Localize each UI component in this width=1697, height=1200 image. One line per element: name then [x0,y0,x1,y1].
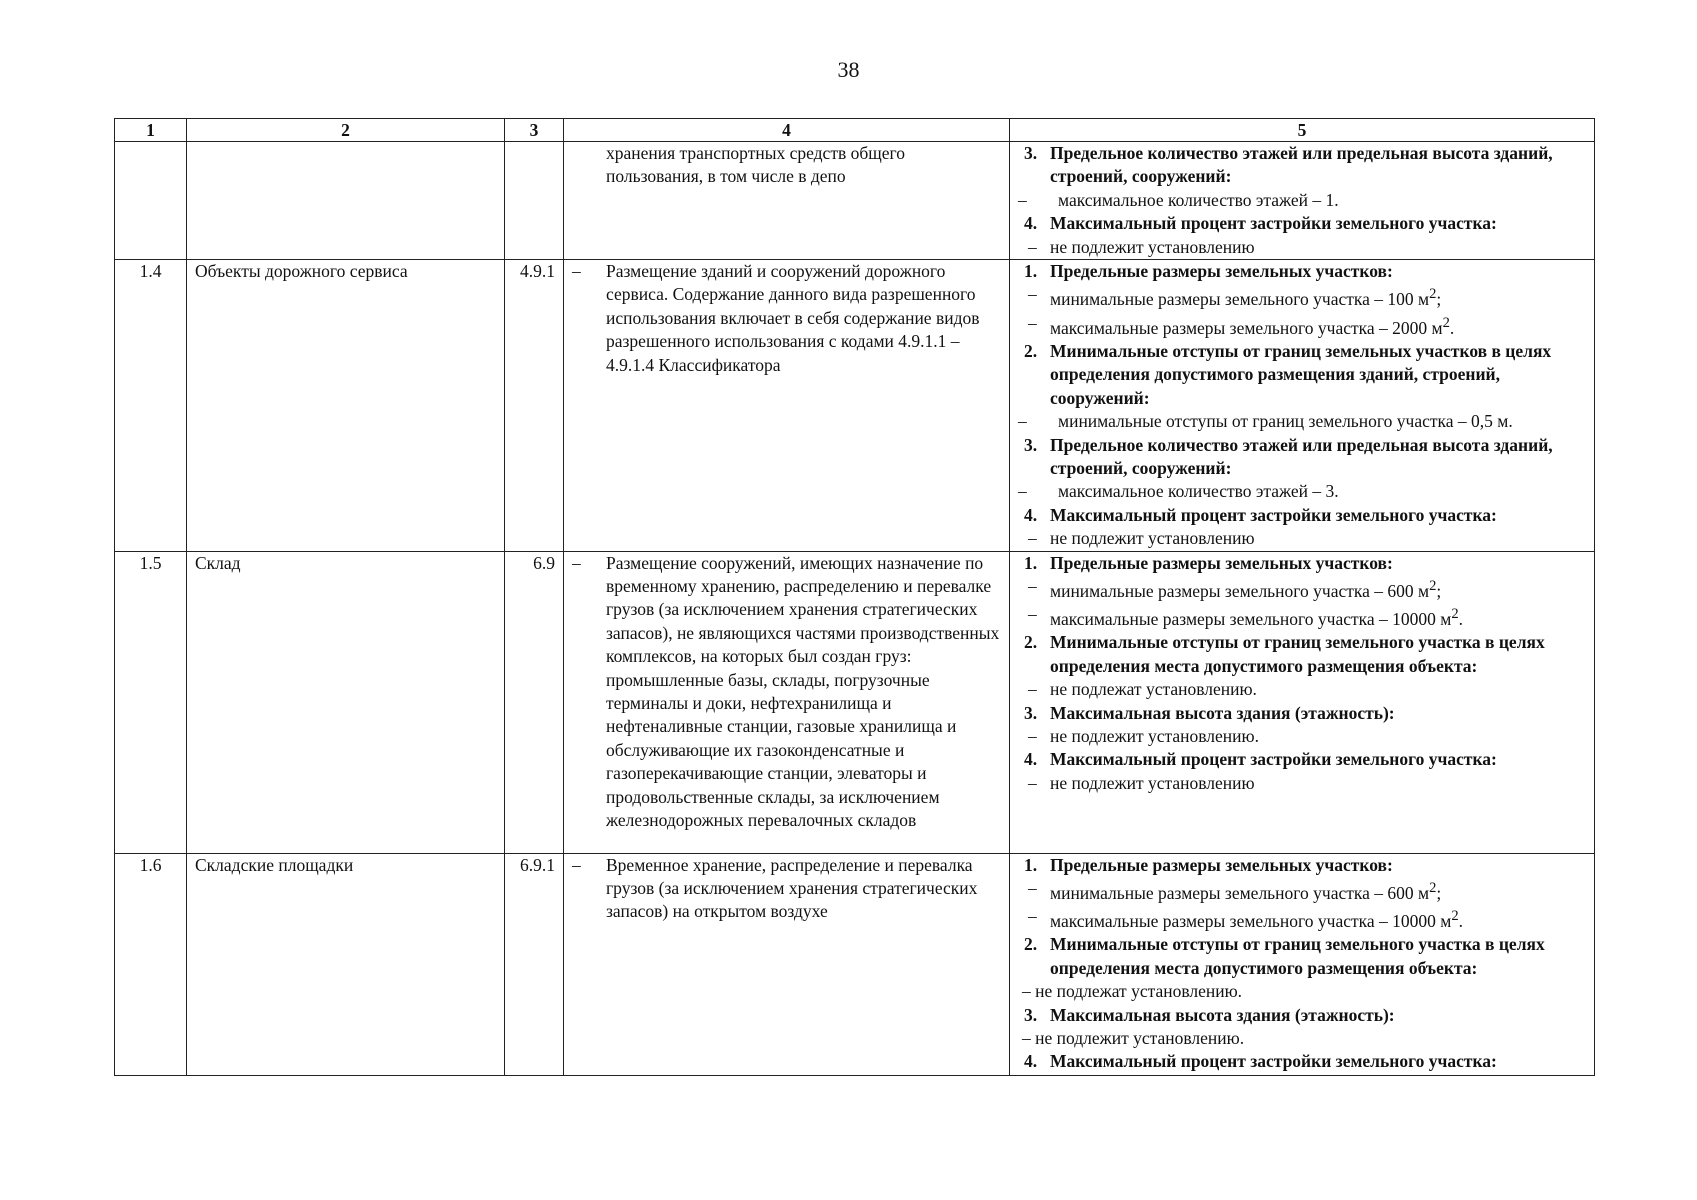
parameter-text-wrap [1050,748,1586,771]
parameter-dash: – [1028,604,1037,625]
parameter-text-wrap [1050,434,1586,481]
parameter-heading [1018,854,1586,877]
parameter-item [1018,905,1586,933]
page-number: 38 [837,57,860,82]
parameter-text: максимальные размеры земельного участка – 10000 м [1050,609,1452,630]
parameter-heading [1018,1050,1586,1073]
description-block [572,142,1001,189]
parameter-text-wrap [1058,189,1586,212]
parameter-punctuation: ; [1436,882,1442,903]
parameter-text: Предельные размеры земельных участков: [1050,552,1393,573]
parameter-text-wrap [1050,854,1586,877]
row-number-cell: 1.4 [115,260,187,552]
parameter-item [1018,480,1586,503]
parameter-text-wrap [1050,260,1586,283]
parameter-item [1018,603,1586,631]
parameter-number: 2. [1024,934,1038,955]
description-dash: – [572,261,581,282]
table-header-row [115,119,1595,142]
parameter-number: 1. [1024,261,1038,282]
regulations-table [114,118,1595,1076]
parameter-text: не подлежит установлению [1050,772,1255,793]
parameter-text-wrap [1050,212,1586,235]
parameter-text: Минимальные отступы от границ земельного участка в целях определения места допустимого размещения объекта: [1050,632,1545,676]
description-cell [564,142,1010,260]
parameter-heading [1018,260,1586,283]
parameter-text: максимальные размеры земельного участка – 2000 м [1050,317,1443,338]
description-block [572,854,1001,924]
description-text: Размещение сооружений, имеющих назначение по временному хранению, распределению и перевалке грузов (за исключением хранения стратегических запасов), не являющихся частями производственных комплексов, на которых был создан груз: промышленные базы, склады, погрузочные терминалы и доки, нефтехранилища и нефтеналивные станции, газовые хранилища и обслуживающие их газоконденсатные и газоперекачивающие станции, элеваторы и продовольственные склады, за исключением железнодорожных перевалочных складов [606,552,1000,831]
parameter-dash: – [1018,189,1027,210]
parameter-text-wrap [1050,142,1586,189]
parameter-dash: – [1028,528,1037,549]
row-number-cell: 1.5 [115,551,187,853]
description-cell [564,260,1010,552]
parameter-text: минимальные отступы от границ земельного участка – 0,5 м. [1058,411,1513,432]
parameter-note: – не подлежат установлению. [1022,981,1243,1002]
parameter-heading [1018,702,1586,725]
parameter-text: не подлежит установлению [1050,528,1255,549]
parameter-heading [1018,142,1586,189]
parameter-number: 4. [1024,1051,1038,1072]
parameter-heading [1018,340,1586,410]
parameter-text-wrap [1050,283,1586,311]
parameter-text: Максимальный процент застройки земельного участка: [1050,749,1497,770]
parameter-number: 4. [1024,213,1038,234]
parameter-text-wrap [1050,905,1586,933]
square-superscript: 2 [1442,314,1450,331]
parameter-text-wrap [1050,933,1586,980]
parameter-number: 2. [1024,340,1038,361]
zone-name-cell: Склад [187,551,505,853]
parameter-dash: – [1028,877,1037,898]
parameter-number: 4. [1024,504,1038,525]
use-code-cell: 6.9 [505,551,564,853]
parameter-number: 1. [1024,552,1038,573]
parameter-number: 3. [1024,702,1038,723]
parameter-text-wrap [1050,312,1586,340]
parameter-punctuation: . [1458,609,1464,630]
parameter-text-wrap [1050,527,1586,550]
parameter-text-wrap [1058,410,1586,433]
parameter-text: не подлежат установлению. [1050,679,1257,700]
column-header-1: 1 [115,119,187,142]
description-block [572,260,1001,377]
parameter-punctuation: ; [1436,580,1442,601]
parameter-text: Предельные размеры земельных участков: [1050,261,1393,282]
parameter-dash: – [1028,772,1037,793]
table-row [115,142,1595,260]
square-superscript: 2 [1429,879,1437,896]
parameter-text-wrap [1050,772,1586,795]
parameter-item [1018,236,1586,259]
parameter-text: Предельные размеры земельных участков: [1050,854,1393,875]
parameter-item [1018,877,1586,905]
parameters-cell [1010,260,1595,552]
square-superscript: 2 [1429,286,1437,303]
parameter-text: Минимальные отступы от границ земельных участков в целях определения допустимого размещения зданий, строений, сооружений: [1050,340,1552,408]
parameter-text: минимальные размеры земельного участка – 600 м [1050,580,1430,601]
parameter-number: 4. [1024,749,1038,770]
table-row [115,551,1595,853]
parameter-text-wrap [1050,1004,1586,1027]
description-dash: – [572,552,581,573]
parameter-punctuation: . [1449,317,1455,338]
parameter-text-wrap [1050,877,1586,905]
parameter-text: Максимальный процент застройки земельного участка: [1050,504,1497,525]
parameter-punctuation: ; [1436,289,1442,310]
square-superscript: 2 [1451,908,1459,925]
parameter-text: Максимальный процент застройки земельного участка: [1050,1051,1497,1072]
parameter-heading [1018,1004,1586,1027]
parameter-text: Максимальная высота здания (этажность): [1050,1004,1395,1025]
parameter-item [1018,410,1586,433]
parameter-number: 1. [1024,854,1038,875]
parameter-text: максимальные размеры земельного участка – 10000 м [1050,911,1452,932]
parameters-cell [1010,853,1595,1075]
parameter-text-wrap [1050,552,1586,575]
parameter-text: не подлежит установлению. [1050,726,1259,747]
parameter-text-wrap [1050,1050,1586,1073]
parameter-text: максимальное количество этажей – 3. [1058,481,1339,502]
parameters-cell [1010,142,1595,260]
parameter-item [1018,312,1586,340]
column-header-4: 4 [564,119,1010,142]
parameter-text-wrap [1050,575,1586,603]
parameters-cell [1010,551,1595,853]
parameter-text: максимальное количество этажей – 1. [1058,189,1339,210]
square-superscript: 2 [1451,606,1459,623]
parameter-text-wrap [1050,702,1586,725]
parameter-text-wrap [1050,236,1586,259]
zone-name-cell: Складские площадки [187,853,505,1075]
parameter-heading [1018,434,1586,481]
parameter-text: не подлежит установлению [1050,236,1255,257]
description-text: Размещение зданий и сооружений дорожного сервиса. Содержание данного вида разрешенного использования включает в себя содержание видов разрешенного использования с кодами 4.9.1.1 – 4.9.1.4 Классификатора [606,261,980,375]
parameter-item [1018,575,1586,603]
parameter-number: 3. [1024,1004,1038,1025]
parameter-number: 3. [1024,143,1038,163]
row-number-cell: 1.6 [115,853,187,1075]
parameter-text-wrap [1050,725,1586,748]
parameter-dash: – [1028,726,1037,747]
description-text: Временное хранение, распределение и перевалка грузов (за исключением хранения стратегических запасов) на открытом воздухе [606,854,978,922]
parameter-dash: – [1028,906,1037,927]
parameter-item [1018,283,1586,311]
parameter-heading [1018,631,1586,678]
parameter-punctuation: . [1458,911,1464,932]
parameter-text-wrap [1050,631,1586,678]
row-number-cell [115,142,187,260]
parameter-number: 3. [1024,434,1038,455]
table-row [115,260,1595,552]
parameter-item [1018,527,1586,550]
description-cell [564,551,1010,853]
use-code-cell: 4.9.1 [505,260,564,552]
parameter-text-wrap [1050,678,1586,701]
parameter-text: Минимальные отступы от границ земельного участка в целях определения места допустимого размещения объекта: [1050,934,1545,978]
parameter-text-wrap [1050,504,1586,527]
use-code-cell: 6.9.1 [505,853,564,1075]
parameter-dash: – [1028,236,1037,257]
description-block [572,552,1001,833]
description-dash: – [572,854,581,875]
parameter-dash: – [1028,284,1037,305]
parameter-heading [1018,212,1586,235]
parameter-heading [1018,504,1586,527]
parameter-dash: – [1028,679,1037,700]
parameter-text: Предельное количество этажей или предельная высота зданий, строений, сооружений: [1050,434,1553,478]
parameter-item [1018,678,1586,701]
parameter-dash: – [1028,575,1037,596]
parameter-heading [1018,933,1586,980]
parameter-dash: – [1018,411,1027,432]
parameter-text: Максимальная высота здания (этажность): [1050,702,1395,723]
parameter-item [1018,725,1586,748]
parameter-text-wrap [1058,480,1586,503]
parameter-note: – не подлежит установлению. [1022,1028,1245,1049]
zone-name-cell [187,142,505,260]
parameter-heading [1018,748,1586,771]
table-row [115,853,1595,1075]
square-superscript: 2 [1429,577,1437,594]
parameter-item [1018,189,1586,212]
column-header-2: 2 [187,119,505,142]
description-cell [564,853,1010,1075]
parameter-text: Предельное количество этажей или предельная высота зданий, строений, сооружений: [1050,143,1553,187]
column-header-5: 5 [1010,119,1595,142]
parameter-text: Максимальный процент застройки земельного участка: [1050,213,1497,234]
parameter-heading [1018,552,1586,575]
parameter-dash: – [1028,312,1037,333]
zone-name-cell: Объекты дорожного сервиса [187,260,505,552]
parameter-text-wrap [1050,340,1586,410]
parameter-dash: – [1018,481,1027,502]
parameter-text: минимальные размеры земельного участка – 600 м [1050,882,1430,903]
parameter-item [1018,772,1586,795]
parameter-text: минимальные размеры земельного участка – 100 м [1050,289,1430,310]
column-header-3: 3 [505,119,564,142]
description-text: хранения транспортных средств общего пользования, в том числе в депо [606,143,905,187]
use-code-cell [505,142,564,260]
parameter-number: 2. [1024,632,1038,653]
parameter-text-wrap [1050,603,1586,631]
